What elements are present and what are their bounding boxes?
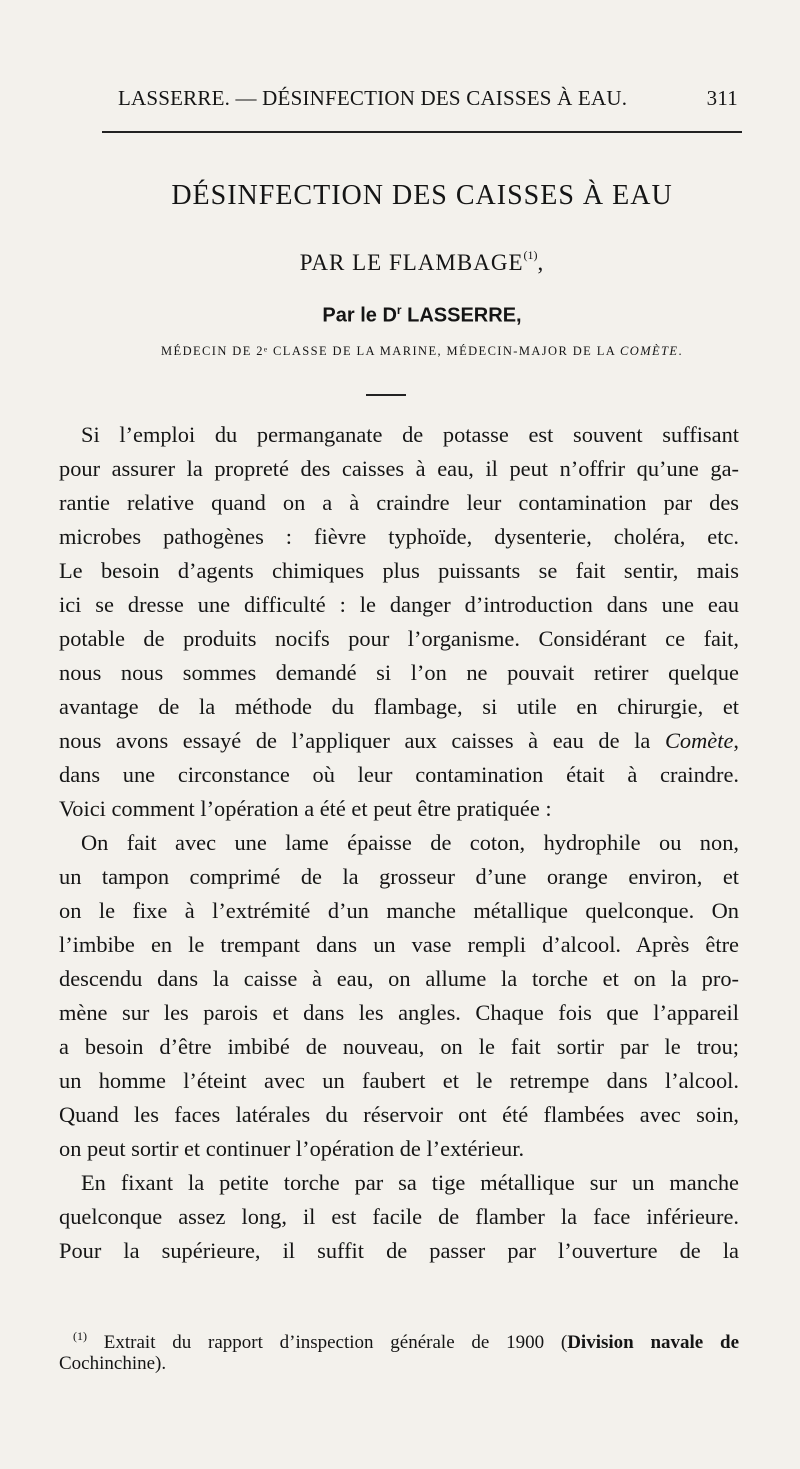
text-line: Quand les faces latérales du réservoir ont été flambées avec soin, bbox=[59, 1102, 739, 1127]
text-line: En fixant la petite torche par sa tige métallique sur un manche bbox=[81, 1170, 739, 1195]
author-prefix: Par le D bbox=[322, 304, 397, 327]
author-affiliation bbox=[102, 344, 742, 359]
text-line: Le besoin d’agents chimiques plus puissants se fait sentir, mais bbox=[59, 558, 739, 583]
text-line: Si l’emploi du permanganate de potasse est souvent suffisant bbox=[81, 422, 739, 447]
emphasis-trailing: , bbox=[733, 728, 739, 753]
text-line: dans une circonstance où leur contamination était à craindre. bbox=[59, 762, 739, 787]
article-title: DÉSINFECTION DES CAISSES À EAU bbox=[171, 180, 673, 211]
text-line: quelconque assez long, il est facile de flamber la face inférieure. bbox=[59, 1204, 739, 1229]
text-line: l’imbibe en le trempant dans un vase rempli d’alcool. Après être bbox=[59, 932, 739, 957]
body-text bbox=[59, 418, 739, 1268]
subtitle-trailing: , bbox=[537, 250, 545, 275]
affiliation-trailing: . bbox=[678, 344, 683, 358]
text-line: On fait avec une lame épaisse de coton, hydrophile ou non, bbox=[81, 830, 739, 855]
footnote-text: Extrait du rapport d’inspection générale de 1900 ( bbox=[103, 1332, 568, 1353]
affiliation-ship: COMÈTE bbox=[620, 344, 679, 358]
text-line: microbes pathogènes : fièvre typhoïde, dysenterie, choléra, etc. bbox=[59, 524, 739, 549]
author-name: LASSERRE bbox=[407, 304, 517, 327]
text-line: descendu dans la caisse à eau, on allume la torche et on la pro- bbox=[59, 966, 739, 991]
text-line-with-emphasis bbox=[59, 724, 739, 758]
text-line: ici se dresse une difficulté : le danger d’introduction dans une eau bbox=[59, 592, 739, 617]
header-rule bbox=[102, 131, 742, 133]
text-line: un homme l’éteint avec un faubert et le retrempe dans l’alcool. bbox=[59, 1068, 739, 1093]
affiliation-main: MÉDECIN DE 2ᵉ CLASSE DE LA MARINE, MÉDECIN-MAJOR DE LA bbox=[161, 344, 621, 358]
subtitle-text: PAR LE FLAMBAGE bbox=[299, 250, 524, 275]
text-line: rantie relative quand on a à craindre leur contamination par des bbox=[59, 490, 739, 515]
running-head bbox=[118, 86, 738, 116]
ship-name-emphasis: Comète bbox=[664, 728, 734, 753]
author-trailing: , bbox=[516, 304, 522, 327]
footnote-line: Cochinchine). bbox=[59, 1353, 167, 1374]
author-prefix-superscript: r bbox=[396, 303, 402, 317]
text-line: a besoin d’être imbibé de nouveau, on le fait sortir par le trou; bbox=[59, 1034, 739, 1059]
article-subtitle bbox=[102, 248, 742, 276]
text-line: on le fixe à l’extrémité d’un manche métallique quelconque. On bbox=[59, 898, 739, 923]
text-line: pour assurer la propreté des caisses à eau, il peut n’offrir qu’une ga- bbox=[59, 456, 739, 481]
footnote-mark: (1) bbox=[73, 1329, 87, 1343]
footnote-line bbox=[59, 1322, 740, 1353]
page-number: 311 bbox=[706, 86, 738, 110]
text-line: potable de produits nocifs pour l’organisme. Considérant ce fait, bbox=[59, 626, 739, 651]
text-line-part: nous avons essayé de l’appliquer aux caisses à eau de la bbox=[59, 728, 651, 753]
text-line: nous nous sommes demandé si l’on ne pouvait retirer quelque bbox=[59, 660, 739, 685]
text-line: avantage de la méthode du flambage, si utile en chirurgie, et bbox=[59, 694, 739, 719]
text-line: Voici comment l’opération a été et peut être pratiquée : bbox=[59, 796, 552, 821]
footnote-bold-text: Division navale de bbox=[567, 1332, 740, 1353]
text-line: on peut sortir et continuer l’opération de l’extérieur. bbox=[59, 1136, 525, 1161]
author-line bbox=[102, 303, 742, 328]
footnote bbox=[59, 1322, 739, 1378]
text-line: mène sur les parois et dans les angles. Chaque fois que l’appareil bbox=[59, 1000, 739, 1025]
running-head-title: LASSERRE. — DÉSINFECTION DES CAISSES À EAU. bbox=[118, 86, 628, 110]
title-separator-rule bbox=[366, 394, 406, 396]
footnote-reference: (1) bbox=[523, 248, 538, 262]
text-line: Pour la supérieure, il suffit de passer par l’ouverture de la bbox=[59, 1238, 739, 1263]
text-line: un tampon comprimé de la grosseur d’une orange environ, et bbox=[59, 864, 739, 889]
